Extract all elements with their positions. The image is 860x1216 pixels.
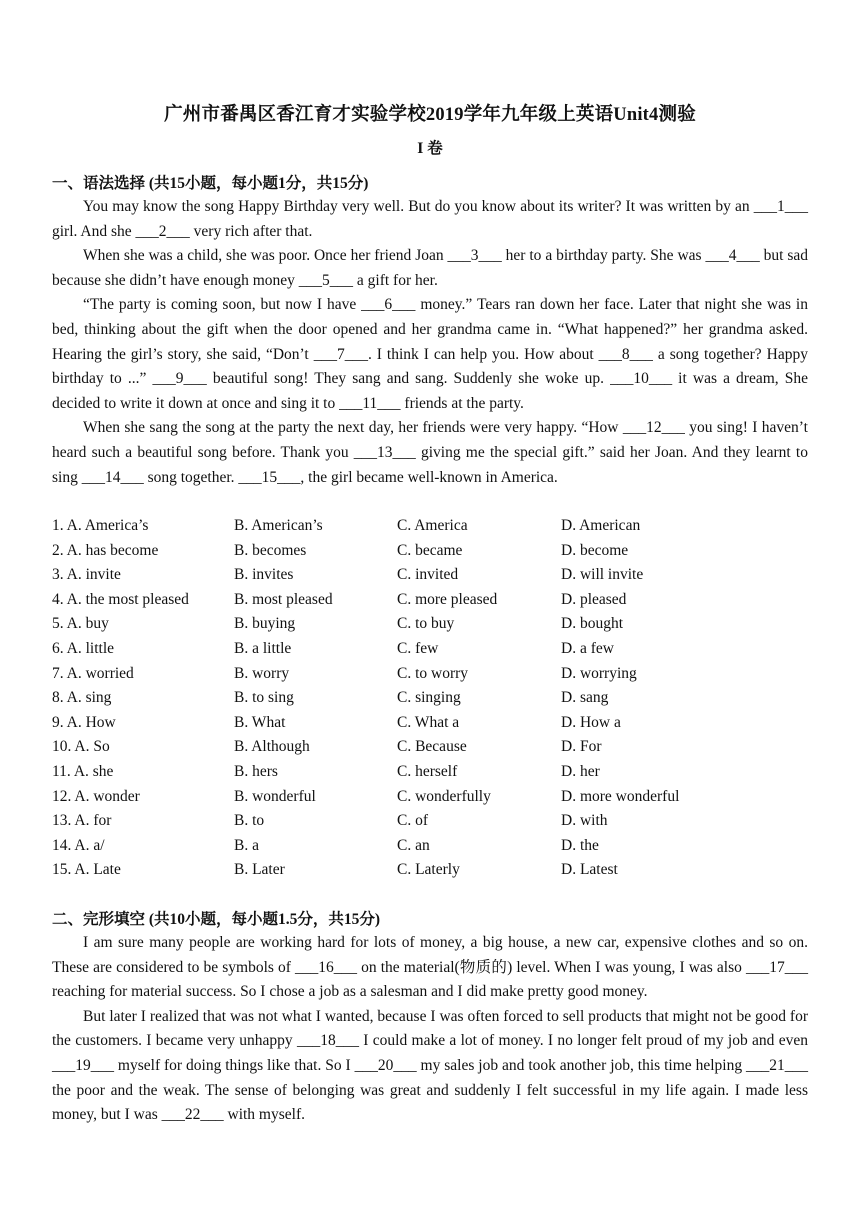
- option-a: 14. A. a/: [52, 836, 105, 854]
- option-d: D. worrying: [561, 664, 637, 682]
- option-row: [52, 809, 808, 834]
- option-row: [52, 612, 808, 637]
- option-d: D. more wonderful: [561, 787, 680, 805]
- option-d: D. How a: [561, 713, 621, 731]
- section1-passage: [52, 195, 808, 490]
- option-row: [52, 760, 808, 785]
- option-d: D. with: [561, 812, 608, 830]
- option-row: [52, 662, 808, 687]
- passage-paragraph: But later I realized that was not what I wanted, because I was often forced to sell products that might not be good for the customers. I became very unhappy ___18___ I could make a lot of money. I no longer felt proud of my job and even ___19___ myself for doing things like that. So I ___20___ my sales job and took another job, this time helping ___21___ the poor and the weak. The sense of belonging was great and suddenly I felt successful in my life again. I made less money, but I was ___22___ with myself.: [52, 1007, 808, 1124]
- section2-passage: [52, 931, 808, 1128]
- option-b: B. wonderful: [234, 787, 316, 805]
- option-b: B. buying: [234, 615, 296, 633]
- option-c: C. to worry: [397, 664, 469, 682]
- option-a: 8. A. sing: [52, 689, 112, 707]
- option-a: 1. A. America’s: [52, 517, 149, 534]
- option-a: 6. A. little: [52, 639, 114, 657]
- option-b: B. most pleased: [234, 590, 333, 608]
- option-d: D. a few: [561, 639, 614, 657]
- option-d: D. her: [561, 762, 600, 780]
- option-a: 7. A. worried: [52, 664, 134, 682]
- option-b: B. worry: [234, 664, 290, 682]
- option-c: C. wonderfully: [397, 787, 491, 805]
- option-a: 13. A. for: [52, 812, 112, 830]
- option-a: 15. A. Late: [52, 861, 121, 879]
- option-d: D. pleased: [561, 590, 627, 608]
- section1-heading: 一、语法选择 (共15小题，每小题1分，共15分): [52, 175, 369, 192]
- option-row: [52, 539, 808, 564]
- option-c: C. became: [397, 541, 463, 559]
- option-b: B. a little: [234, 639, 292, 657]
- option-b: B. invites: [234, 566, 294, 584]
- option-d: D. will invite: [561, 566, 644, 584]
- option-b: B. to: [234, 812, 265, 830]
- passage-paragraph: When she sang the song at the party the next day, her friends were very happy. “How ___12___ you sing! I haven’t heard such a beautiful song before. Thank you ___13___ giving me the special gift.” said her Joan. And they learnt to sing ___14___ song together. ___15___, the girl became well-known in America.: [52, 419, 808, 486]
- option-row: [52, 834, 808, 859]
- option-c: C. What a: [397, 713, 460, 731]
- option-d: D. become: [561, 541, 629, 559]
- option-c: C. few: [397, 639, 439, 657]
- option-a: 9. A. How: [52, 713, 116, 731]
- option-b: B. becomes: [234, 541, 307, 559]
- option-c: C. an: [397, 836, 430, 854]
- option-c: C. invited: [397, 566, 459, 584]
- option-c: C. to buy: [397, 615, 455, 633]
- option-row: [52, 563, 808, 588]
- option-c: C. America: [397, 517, 468, 534]
- page-title: 广州市番禺区香江育才实验学校2019学年九年级上英语Unit4测验: [164, 105, 696, 125]
- option-b: B. American’s: [234, 517, 323, 534]
- volume-label: I 卷: [417, 140, 443, 157]
- option-row: [52, 735, 808, 760]
- option-row: [52, 858, 808, 883]
- section1-options: [52, 514, 808, 883]
- option-c: C. more pleased: [397, 590, 498, 608]
- option-b: B. a: [234, 836, 259, 854]
- option-c: C. herself: [397, 762, 458, 780]
- option-b: B. hers: [234, 762, 278, 780]
- option-b: B. to sing: [234, 689, 294, 707]
- option-a: 4. A. the most pleased: [52, 590, 189, 608]
- option-a: 2. A. has become: [52, 541, 159, 559]
- option-d: D. American: [561, 517, 641, 534]
- option-c: C. Because: [397, 738, 467, 756]
- option-d: D. For: [561, 738, 602, 756]
- option-b: B. What: [234, 713, 286, 731]
- option-a: 11. A. she: [52, 762, 114, 780]
- option-a: 5. A. buy: [52, 615, 109, 633]
- option-c: C. Laterly: [397, 861, 460, 879]
- option-a: 10. A. So: [52, 738, 110, 756]
- option-d: D. the: [561, 836, 599, 854]
- option-c: C. of: [397, 812, 428, 830]
- option-row: [52, 686, 808, 711]
- option-row: [52, 514, 808, 539]
- passage-paragraph: I am sure many people are working hard for lots of money, a big house, a new car, expensive clothes and so on. These are considered to be symbols of ___16___ on the material(物质的) level. When I was young, I was also ___17___ reaching for material success. So I chose a job as a salesman and I did make pretty good money.: [52, 934, 808, 1001]
- option-a: 12. A. wonder: [52, 787, 140, 805]
- option-b: B. Later: [234, 861, 285, 879]
- option-d: D. bought: [561, 615, 623, 633]
- option-row: [52, 588, 808, 613]
- passage-paragraph: You may know the song Happy Birthday very well. But do you know about its writer? It was written by an ___1___ girl. And she ___2___ very rich after that.: [52, 198, 808, 240]
- option-row: [52, 711, 808, 736]
- passage-paragraph: When she was a child, she was poor. Once her friend Joan ___3___ her to a birthday party. She was ___4___ but sad because she didn’t have enough money ___5___ a gift for her.: [52, 247, 808, 289]
- option-d: D. sang: [561, 689, 609, 707]
- option-row: [52, 785, 808, 810]
- section2-heading: 二、完形填空 (共10小题，每小题1.5分，共15分): [52, 911, 381, 928]
- option-row: [52, 637, 808, 662]
- option-a: 3. A. invite: [52, 566, 121, 584]
- option-b: B. Although: [234, 738, 310, 756]
- option-c: C. singing: [397, 689, 461, 707]
- option-d: D. Latest: [561, 861, 618, 879]
- passage-paragraph: “The party is coming soon, but now I have ___6___ money.” Tears ran down her face. Later that night she was in bed, thinking about the gift when the door opened and her grandma came in. “What happened?” her grandma asked. Hearing the girl’s story, she said, “Don’t ___7___. I think I can help you. How about ___8___ a song together? Happy birthday to ...” ___9___ beautiful song! They sang and sang. Suddenly she woke up. ___10___ it was a dream, She decided to write it down at once and sing it to ___11___ friends at the party.: [52, 296, 808, 412]
